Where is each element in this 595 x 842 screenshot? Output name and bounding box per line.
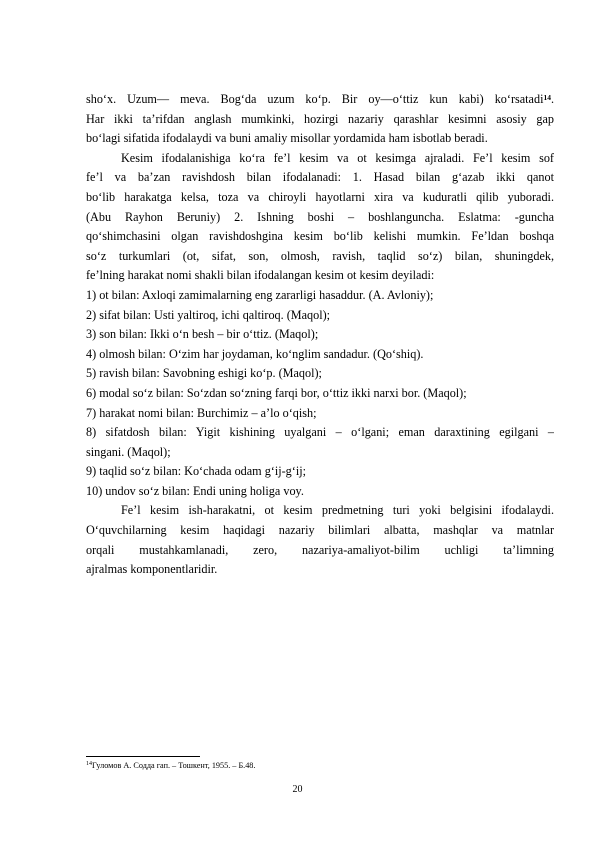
paragraph-line: orqali mustahkamlanadi, zero, nazariya-amaliyot-bilim uchligi ta’limning: [86, 542, 554, 557]
paragraph-line: bo‘lib harakatga kelsa, toza va chiroyli hayotlarni xira va kuduratli qilib yuboradi.: [86, 189, 554, 204]
paragraph-line: O‘quvchilarning kesim haqidagi nazariy bilimlari albatta, mashqlar va matnlar: [86, 523, 554, 538]
list-item: 6) modal so‘z bilan: So‘zdan so‘zning farqi bor, o‘ttiz ikki narxi bor. (Maqol);: [86, 385, 467, 400]
footnote-separator: [86, 756, 200, 757]
list-item: 8) sifatdosh bilan: Yigit kishining uyalgani – o‘lgani; eman daraxtining egilgani –: [86, 425, 554, 440]
paragraph-line: qo‘shimchasini olgan ravishdoshgina kesim bo‘lib kelishi mumkin. Fe’ldan boshqa: [86, 229, 554, 244]
paragraph-line: bo‘lagi sifatida ifodalaydi va buni amaliy misollar yordamida ham isbotlab beradi.: [86, 131, 488, 146]
list-item: 5) ravish bilan: Savobning eshigi ko‘p. (Maqol);: [86, 366, 322, 381]
footnote: [86, 760, 255, 771]
paragraph-line: fe’lning harakat nomi shakli bilan ifodalangan kesim ot kesim deyiladi:: [86, 268, 435, 283]
paragraph-line: ajralmas komponentlaridir.: [86, 562, 218, 577]
footnote-text: Гуломов А. Содда гап. – Тошкент, 1955. – Б.48.: [92, 761, 256, 770]
paragraph-line: (Abu Rayhon Beruniy) 2. Ishning boshi – boshlanguncha. Eslatma: -guncha: [86, 209, 554, 224]
list-item: 3) son bilan: Ikki o‘n besh – bir o‘ttiz. (Maqol);: [86, 327, 319, 342]
list-item-continuation: singani. (Maqol);: [86, 444, 171, 459]
paragraph-line: Har ikki ta’rifdan anglash mumkinki, hozirgi nazariy qarashlar kesimni asosiy gap: [86, 111, 554, 126]
list-item: 7) harakat nomi bilan: Burchimiz – a’lo o‘qish;: [86, 405, 317, 420]
paragraph-line: Fe’l kesim ish-harakatni, ot kesim predmetning turi yoki belgisini ifodalaydi.: [121, 503, 554, 518]
paragraph-line: [86, 90, 554, 110]
list-item: 10) undov so‘z bilan: Endi uning holiga voy.: [86, 483, 304, 498]
list-item: 9) taqlid so‘z bilan: Ko‘chada odam g‘ij-g‘ij;: [86, 464, 306, 479]
list-item: 2) sifat bilan: Usti yaltiroq, ichi qaltiroq. (Maqol);: [86, 307, 331, 322]
text-span: .: [550, 92, 554, 106]
footnote-number: 14: [86, 761, 92, 767]
text-span: sho‘x. Uzum— meva. Bog‘da uzum ko‘p. Bir oy—o‘ttiz kun kabi) ko‘rsatadi: [86, 92, 544, 106]
paragraph-line: so‘z turkumlari (ot, sifat, son, olmosh, ravish, taqlid so‘z) bilan, shuningdek,: [86, 248, 554, 263]
paragraph-line: fe’l va ba’zan ravishdosh bilan ifodalanadi: 1. Hasad bilan g‘azab ikki qanot: [86, 170, 554, 185]
page-body: [86, 90, 554, 580]
paragraph-line: Kesim ifodalanishiga ko‘ra fe’l kesim va ot kesimga ajraladi. Fe’l kesim sof: [121, 150, 554, 165]
list-item: 1) ot bilan: Axloqi zamimalarning eng zararligi hasaddur. (A. Avloniy);: [86, 287, 434, 302]
page-number: 20: [292, 784, 303, 795]
footnote-reference[interactable]: 14: [543, 93, 551, 102]
list-item: 4) olmosh bilan: O‘zim har joydaman, ko‘nglim sandadur. (Qo‘shiq).: [86, 346, 424, 361]
